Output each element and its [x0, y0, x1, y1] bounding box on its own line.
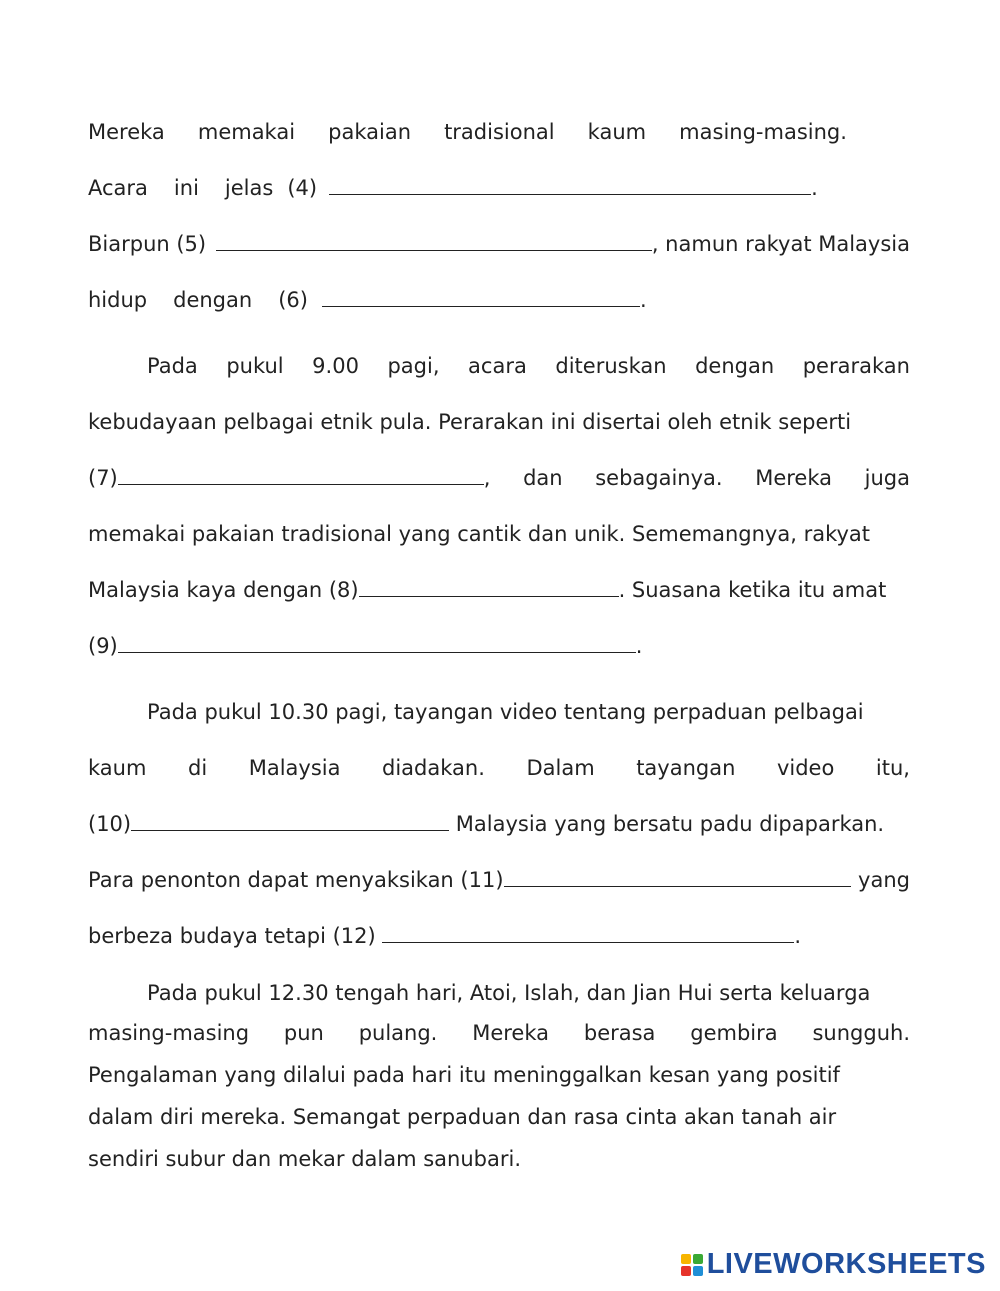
brand-name: LIVEWORKSHEETS: [706, 1248, 986, 1280]
answer-blank-6[interactable]: [322, 286, 640, 307]
passage-line-2: Acara ini jelas (4) .: [88, 176, 818, 200]
answer-blank-5[interactable]: [216, 230, 652, 251]
passage-line-18: Pengalaman yang dilalui pada hari itu meninggalkan kesan yang positif: [88, 1063, 840, 1087]
answer-blank-7[interactable]: [118, 464, 484, 485]
passage-line-7: (7) , dan sebagainya. Mereka juga: [88, 466, 910, 490]
passage-line-9: Malaysia kaya dengan (8) . Suasana ketika itu amat: [88, 578, 887, 602]
answer-blank-8[interactable]: [359, 576, 619, 597]
passage-line-13: (10) Malaysia yang bersatu padu dipaparkan.: [88, 812, 885, 836]
logo-tile: [681, 1254, 691, 1264]
passage-line-17: masing-masing pun pulang. Mereka berasa gembira sungguh.: [88, 1021, 910, 1045]
passage-line-3: Biarpun (5) , namun rakyat Malaysia: [88, 232, 910, 256]
answer-blank-11[interactable]: [504, 866, 852, 887]
answer-blank-10[interactable]: [131, 810, 449, 831]
passage-line-16: Pada pukul 12.30 tengah hari, Atoi, Islah, dan Jian Hui serta keluarga: [147, 981, 871, 1005]
passage-line-1: Mereka memakai pakaian tradisional kaum masing-masing.: [88, 120, 847, 144]
passage-line-4: hidup dengan (6) .: [88, 288, 647, 312]
passage-line-19: dalam diri mereka. Semangat perpaduan dan rasa cinta akan tanah air: [88, 1105, 837, 1129]
passage-line-10: (9) .: [88, 634, 643, 658]
passage-line-14: Para penonton dapat menyaksikan (11) yang: [88, 868, 910, 892]
answer-blank-9[interactable]: [118, 632, 636, 653]
passage-line-11: Pada pukul 10.30 pagi, tayangan video tentang perpaduan pelbagai: [147, 700, 864, 724]
passage-line-8: memakai pakaian tradisional yang cantik dan unik. Sememangnya, rakyat: [88, 522, 871, 546]
passage-line-6: kebudayaan pelbagai etnik pula. Perarakan ini disertai oleh etnik seperti: [88, 410, 852, 434]
passage-line-20: sendiri subur dan mekar dalam sanubari.: [88, 1147, 522, 1171]
logo-tile: [681, 1266, 691, 1276]
logo-tile: [693, 1266, 703, 1276]
passage-line-12: kaum di Malaysia diadakan. Dalam tayangan video itu,: [88, 756, 910, 780]
answer-blank-12[interactable]: [382, 922, 794, 943]
logo-tile: [693, 1254, 703, 1264]
liveworksheets-logo[interactable]: [681, 1248, 986, 1281]
passage-line-5: Pada pukul 9.00 pagi, acara diteruskan dengan perarakan: [147, 354, 910, 378]
liveworksheets-mark-icon: [681, 1254, 703, 1276]
passage-line-15: berbeza budaya tetapi (12) .: [88, 924, 802, 948]
answer-blank-4[interactable]: [329, 174, 811, 195]
